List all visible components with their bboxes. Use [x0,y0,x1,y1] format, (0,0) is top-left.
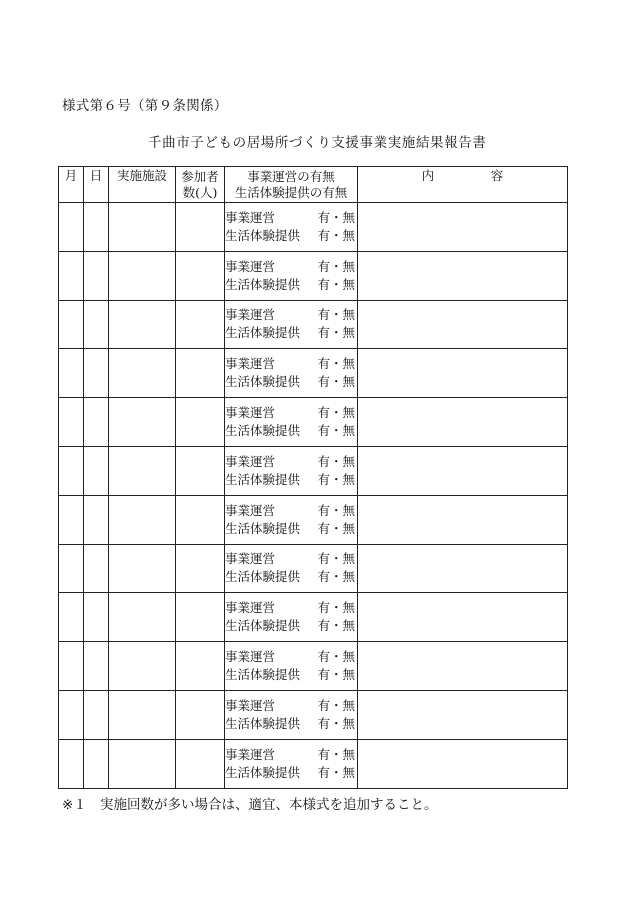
content-cell[interactable] [358,251,568,300]
month-cell[interactable] [59,544,84,593]
header-status [225,167,358,203]
status-cell[interactable] [225,300,358,349]
content-cell[interactable] [358,300,568,349]
operation-options[interactable]: 有・無 [317,356,355,372]
facility-cell[interactable] [109,495,176,544]
experience-label: 生活体験提供 [225,520,301,536]
table-row [59,446,568,495]
month-cell[interactable] [59,642,84,691]
experience-label: 生活体験提供 [225,569,301,585]
experience-options[interactable]: 有・無 [317,569,355,585]
experience-line [225,373,357,391]
experience-label: 生活体験提供 [225,423,301,439]
operation-line [225,746,357,764]
table-row [59,349,568,398]
operation-label: 事業運営 [225,600,276,616]
facility-cell[interactable] [109,398,176,447]
operation-label: 事業運営 [225,502,276,518]
status-cell[interactable] [225,739,358,788]
operation-options[interactable]: 有・無 [317,649,355,665]
operation-label: 事業運営 [225,258,276,274]
participants-cell[interactable] [176,251,225,300]
header-participants-line1: 参加者 [181,168,219,184]
experience-options[interactable]: 有・無 [317,325,355,341]
facility-cell[interactable] [109,544,176,593]
month-cell[interactable] [59,251,84,300]
facility-cell[interactable] [109,593,176,642]
experience-line [225,276,357,294]
table-row [59,544,568,593]
table-row [59,398,568,447]
content-cell[interactable] [358,544,568,593]
facility-cell[interactable] [109,739,176,788]
participants-cell[interactable] [176,690,225,739]
operation-line [225,258,357,276]
operation-label: 事業運営 [225,697,276,713]
operation-label: 事業運営 [225,209,276,225]
day-cell[interactable] [84,739,109,788]
experience-label: 生活体験提供 [225,715,301,731]
day-cell[interactable] [84,251,109,300]
day-cell[interactable] [84,642,109,691]
header-day: 日 [84,167,109,203]
operation-options[interactable]: 有・無 [317,307,355,323]
participants-cell[interactable] [176,642,225,691]
month-cell[interactable] [59,690,84,739]
status-cell[interactable] [225,544,358,593]
operation-options[interactable]: 有・無 [317,600,355,616]
content-cell[interactable] [358,349,568,398]
experience-label: 生活体験提供 [225,374,301,390]
table-row [59,739,568,788]
document-title: 千曲市子どもの居場所づくり支援事業実施結果報告書 [148,135,487,151]
operation-options[interactable]: 有・無 [317,258,355,274]
day-cell[interactable] [84,593,109,642]
experience-label: 生活体験提供 [225,471,301,487]
status-cell[interactable] [225,642,358,691]
experience-line [225,471,357,489]
operation-line [225,306,357,324]
month-cell[interactable] [59,593,84,642]
experience-label: 生活体験提供 [225,325,301,341]
facility-cell[interactable] [109,203,176,252]
participants-cell[interactable] [176,495,225,544]
day-cell[interactable] [84,446,109,495]
operation-label: 事業運営 [225,746,276,762]
content-cell[interactable] [358,642,568,691]
facility-cell[interactable] [109,349,176,398]
operation-options[interactable]: 有・無 [317,746,355,762]
content-cell[interactable] [358,203,568,252]
operation-line [225,550,357,568]
operation-label: 事業運営 [225,356,276,372]
content-cell[interactable] [358,593,568,642]
participants-cell[interactable] [176,203,225,252]
experience-line [225,617,357,635]
month-cell[interactable] [59,739,84,788]
operation-label: 事業運営 [225,453,276,469]
table-row [59,251,568,300]
participants-cell[interactable] [176,544,225,593]
footnote-text: 実施回数が多い場合は、適宜、本様式を追加すること。 [100,797,438,813]
experience-options[interactable]: 有・無 [317,764,355,780]
operation-line [225,502,357,520]
header-content [358,167,568,203]
operation-label: 事業運営 [225,649,276,665]
status-cell[interactable] [225,251,358,300]
content-cell[interactable] [358,398,568,447]
form-number: 様式第６号（第９条関係） [62,98,228,114]
experience-line [225,422,357,440]
operation-line [225,404,357,422]
status-cell[interactable] [225,495,358,544]
header-content-label: 内 容 [421,168,526,183]
content-cell[interactable] [358,739,568,788]
experience-line [225,666,357,684]
header-month: 月 [59,167,84,203]
experience-line [225,568,357,586]
footnote-mark: ※１ [62,797,87,813]
month-cell[interactable] [59,446,84,495]
operation-label: 事業運営 [225,307,276,323]
participants-cell[interactable] [176,349,225,398]
operation-label: 事業運営 [225,405,276,421]
table-row [59,593,568,642]
facility-cell[interactable] [109,300,176,349]
participants-cell[interactable] [176,446,225,495]
status-cell[interactable] [225,446,358,495]
operation-options[interactable]: 有・無 [317,209,355,225]
operation-line [225,453,357,471]
operation-options[interactable]: 有・無 [317,405,355,421]
participants-cell[interactable] [176,398,225,447]
experience-label: 生活体験提供 [225,667,301,683]
experience-options[interactable]: 有・無 [317,471,355,487]
day-cell[interactable] [84,690,109,739]
month-cell[interactable] [59,349,84,398]
header-participants-line2: 数(人) [182,184,218,200]
operation-options[interactable]: 有・無 [317,697,355,713]
report-table [58,166,568,789]
table-row [59,690,568,739]
experience-options[interactable]: 有・無 [317,618,355,634]
experience-line [225,764,357,782]
facility-cell[interactable] [109,642,176,691]
header-status-line2: 生活体験提供の有無 [234,184,348,200]
experience-options[interactable]: 有・無 [317,276,355,292]
experience-options[interactable]: 有・無 [317,520,355,536]
experience-line [225,324,357,342]
month-cell[interactable] [59,398,84,447]
experience-label: 生活体験提供 [225,276,301,292]
experience-options[interactable]: 有・無 [317,667,355,683]
header-participants [176,167,225,203]
experience-line [225,227,357,245]
experience-line [225,520,357,538]
participants-cell[interactable] [176,593,225,642]
month-cell[interactable] [59,495,84,544]
day-cell[interactable] [84,495,109,544]
experience-options[interactable]: 有・無 [317,423,355,439]
month-cell[interactable] [59,300,84,349]
experience-label: 生活体験提供 [225,764,301,780]
content-cell[interactable] [358,690,568,739]
table-row [59,495,568,544]
operation-label: 事業運営 [225,551,276,567]
table-row [59,300,568,349]
table-row [59,642,568,691]
operation-options[interactable]: 有・無 [317,453,355,469]
table-body [59,203,568,789]
operation-line [225,697,357,715]
table-header-row [59,167,568,203]
experience-options[interactable]: 有・無 [317,715,355,731]
operation-line [225,355,357,373]
month-cell[interactable] [59,203,84,252]
day-cell[interactable] [84,300,109,349]
operation-line [225,599,357,617]
facility-cell[interactable] [109,690,176,739]
content-cell[interactable] [358,446,568,495]
footnote [62,793,438,813]
header-facility: 実施施設 [109,167,176,203]
experience-line [225,715,357,733]
status-cell[interactable] [225,203,358,252]
operation-options[interactable]: 有・無 [317,502,355,518]
day-cell[interactable] [84,203,109,252]
experience-label: 生活体験提供 [225,618,301,634]
experience-options[interactable]: 有・無 [317,227,355,243]
operation-line [225,209,357,227]
facility-cell[interactable] [109,251,176,300]
header-status-line1: 事業運営の有無 [247,168,335,184]
day-cell[interactable] [84,398,109,447]
facility-cell[interactable] [109,446,176,495]
day-cell[interactable] [84,349,109,398]
experience-options[interactable]: 有・無 [317,374,355,390]
status-cell[interactable] [225,349,358,398]
table-row [59,203,568,252]
operation-line [225,648,357,666]
day-cell[interactable] [84,544,109,593]
experience-label: 生活体験提供 [225,227,301,243]
participants-cell[interactable] [176,300,225,349]
status-cell[interactable] [225,398,358,447]
participants-cell[interactable] [176,739,225,788]
content-cell[interactable] [358,495,568,544]
status-cell[interactable] [225,690,358,739]
operation-options[interactable]: 有・無 [317,551,355,567]
status-cell[interactable] [225,593,358,642]
